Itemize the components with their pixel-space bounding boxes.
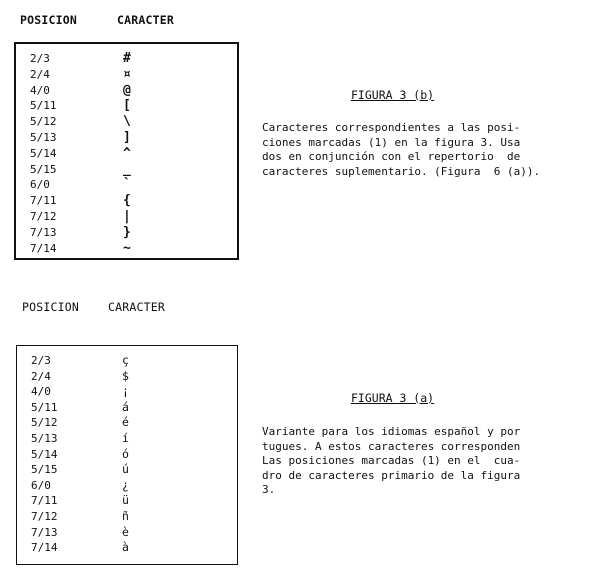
position-code: 4/0	[30, 83, 50, 97]
lower-description-line: 3.	[262, 483, 276, 496]
upper-table-row	[16, 210, 237, 223]
character-glyph: ¤	[123, 66, 131, 82]
lower-description-line: tugues. A estos caracteres corresponden	[262, 439, 521, 453]
position-code: 6/0	[30, 178, 50, 192]
character-glyph: ñ	[122, 509, 129, 523]
lower-table-row	[17, 385, 237, 398]
position-code: 2/3	[30, 52, 50, 65]
position-code: 2/4	[30, 67, 50, 81]
character-glyph: ú	[122, 462, 129, 477]
upper-description-line: caracteres suplementario. (Figura 6 (a)).	[262, 164, 541, 178]
character-glyph: |	[123, 209, 131, 224]
position-code: 5/13	[31, 432, 58, 445]
position-code: 7/11	[31, 494, 58, 508]
upper-character-header: CARACTER	[117, 13, 174, 27]
character-glyph: \	[123, 114, 131, 130]
lower-character-header: CARACTER	[108, 300, 165, 314]
position-code: 7/13	[30, 225, 57, 239]
position-code: 7/14	[30, 241, 57, 255]
lower-table-row	[17, 432, 237, 445]
upper-description-line: Caracteres correspondientes a las posi-	[262, 121, 521, 134]
character-glyph: ~	[123, 240, 131, 256]
lower-table-row	[17, 448, 237, 461]
upper-table-row	[16, 99, 237, 112]
character-glyph: ]	[123, 130, 131, 145]
position-code: 5/15	[31, 463, 58, 477]
lower-table-row	[17, 416, 237, 429]
lower-table-row	[17, 494, 237, 507]
character-glyph: _	[123, 161, 131, 177]
upper-table-row	[16, 226, 237, 239]
upper-table-row	[16, 163, 237, 176]
position-code: 6/0	[31, 478, 51, 492]
character-glyph: @	[123, 82, 131, 98]
upper-position-header: POSICION	[20, 13, 77, 27]
character-glyph: [	[123, 98, 131, 114]
lower-table-row	[17, 526, 237, 539]
character-glyph: ^	[123, 145, 131, 161]
upper-description-line: dos en conjunción con el repertorio de	[262, 150, 521, 163]
character-glyph: à	[122, 540, 129, 555]
position-code: 2/4	[31, 369, 51, 383]
character-glyph: {	[123, 193, 131, 209]
character-glyph: í	[122, 431, 129, 445]
character-glyph: ç	[122, 353, 129, 367]
character-glyph: }	[123, 224, 131, 240]
upper-table-row	[16, 84, 237, 97]
lower-table-row	[17, 541, 237, 554]
lower-table-row	[17, 463, 237, 476]
position-code: 5/12	[30, 115, 57, 129]
character-glyph: ü	[122, 493, 129, 508]
upper-table-row	[16, 242, 237, 255]
upper-table-row	[16, 52, 237, 65]
character-glyph: ¡	[122, 384, 129, 399]
upper-table-row	[16, 68, 237, 81]
position-code: 5/15	[30, 162, 57, 176]
position-code: 5/11	[31, 400, 58, 414]
position-code: 7/12	[30, 210, 57, 223]
position-code: 7/12	[31, 510, 58, 523]
upper-character-table	[14, 42, 239, 260]
position-code: 5/11	[30, 99, 57, 113]
character-glyph: á	[122, 399, 129, 414]
upper-table-row	[16, 131, 237, 144]
lower-table-row	[17, 401, 237, 414]
character-glyph: è	[122, 524, 129, 539]
upper-table-row	[16, 115, 237, 128]
position-code: 7/14	[31, 541, 58, 555]
character-glyph: é	[122, 415, 129, 430]
character-glyph: `	[123, 177, 131, 193]
character-glyph: ó	[122, 446, 129, 461]
lower-table-row	[17, 479, 237, 492]
upper-table-row	[16, 178, 237, 191]
position-code: 5/12	[31, 416, 58, 430]
position-code: 5/14	[30, 146, 57, 160]
lower-table-row	[17, 354, 237, 367]
lower-figure-description	[262, 425, 520, 498]
lower-description-line: Variante para los idiomas español y por	[262, 425, 521, 438]
lower-position-header: POSICION	[22, 300, 79, 314]
lower-character-table	[16, 345, 238, 565]
position-code: 5/13	[30, 131, 57, 144]
lower-description-line: Las posiciones marcadas (1) en el cua-	[262, 454, 521, 467]
lower-table-row	[17, 510, 237, 523]
upper-table-row	[16, 194, 237, 207]
position-code: 2/3	[31, 354, 51, 367]
position-code: 7/13	[31, 525, 58, 539]
character-glyph: $	[122, 368, 129, 383]
character-glyph: ¿	[122, 477, 129, 492]
lower-description-line: dro de caracteres primario de la figura	[262, 468, 521, 482]
character-glyph: #	[123, 51, 131, 66]
position-code: 4/0	[31, 385, 51, 399]
lower-figure-title: FIGURA 3 (a)	[351, 391, 435, 405]
upper-description-line: ciones marcadas (1) en la figura 3. Usa	[262, 135, 521, 149]
upper-figure-description	[262, 121, 540, 179]
position-code: 5/14	[31, 447, 58, 461]
upper-figure-title: FIGURA 3 (b)	[351, 88, 435, 102]
lower-table-row	[17, 370, 237, 383]
position-code: 7/11	[30, 194, 57, 208]
upper-table-row	[16, 147, 237, 160]
